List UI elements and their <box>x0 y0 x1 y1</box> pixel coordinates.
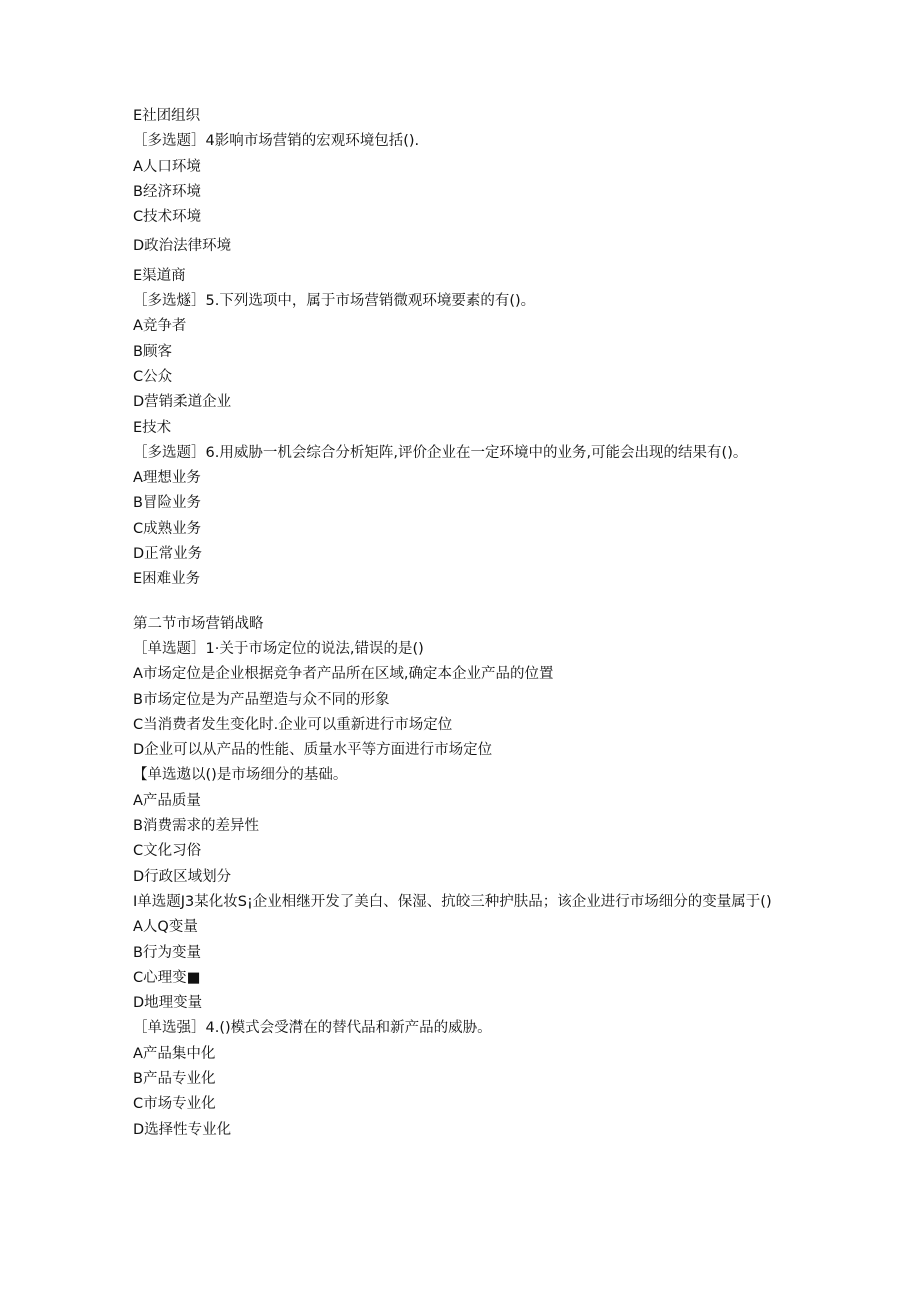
option-e-social-organization: E社团组织 <box>133 108 201 124</box>
document-page <box>133 104 793 1143</box>
option-b-economy: B经济环境 <box>133 183 201 200</box>
option-c-mature-business: C成熟业务 <box>133 520 202 537</box>
question-3-cosmetics-segmentation: I单选题J3某化妆S¡企业相继开发了美白、保湿、抗皎三种护肤品；该企业进行市场细分的变量属于() <box>133 893 772 910</box>
option-e-difficult-business: E困难业务 <box>133 571 201 588</box>
option-d-selective-specialization: D选择性专业化 <box>133 1121 232 1138</box>
question-4-macro-environment: ［多选题］4影响市场营销的宏观环境包括(). <box>133 133 420 150</box>
option-b-behavioral-variable: B行为变量 <box>133 944 201 961</box>
option-c-market-specialization: C市场专业化 <box>133 1096 216 1113</box>
option-b-positioning-image: B市场定位是为产品塑造与众不同的形象 <box>133 691 390 708</box>
question-1-market-positioning: ［单选题］1·关于市场定位的说法,错误的是() <box>133 640 424 657</box>
option-c-psychological-variable: C心理变■ <box>133 969 201 986</box>
option-d-geographic-variable: D地理变量 <box>133 995 203 1012</box>
option-a-demographic-variable: A人Q变量 <box>133 919 198 936</box>
option-d-positioning-aspects: D企业可以从产品的性能、质量水平等方面进行市场定位 <box>133 742 493 759</box>
option-b-customers: B顾客 <box>133 343 172 360</box>
question-6-threat-opportunity: ［多选题］6.用威胁一机会综合分析矩阵,评价企业在一定环境中的业务,可能会出现的结果有()。 <box>133 444 748 461</box>
option-a-positioning-area: A市场定位是企业根据竞争者产品所在区域,确定本企业产品的位置 <box>133 666 554 683</box>
option-c-culture-custom: C文化习俗 <box>133 843 202 860</box>
question-5-micro-environment: ［多选燧］5.下列选项中，属于市场营销微观环境要素的有()。 <box>133 293 536 310</box>
option-d-political-legal: D政治法律环境 <box>133 238 232 255</box>
option-b-product-specialization: B产品专业化 <box>133 1070 216 1087</box>
option-a-population: A人口环境 <box>133 158 201 175</box>
option-d-normal-business: D正常业务 <box>133 546 203 563</box>
option-c-technology: C技术环境 <box>133 209 202 226</box>
option-b-demand-difference: B消费需求的差异性 <box>133 818 259 835</box>
option-a-competitors: A竞争者 <box>133 318 187 335</box>
option-e-channel-dealer: E渠道商 <box>133 267 186 284</box>
option-c-public: C公众 <box>133 368 173 385</box>
question-2-segmentation-basis: 【单选遨以()是市场细分的基础。 <box>133 767 348 784</box>
option-c-repositioning: C当消费者发生变化时.企业可以重新进行市场定位 <box>133 716 453 733</box>
option-a-product-concentration: A产品集中化 <box>133 1045 216 1062</box>
option-d-marketing-channel: D营销柔道企业 <box>133 394 232 411</box>
option-b-risky-business: B冒险业务 <box>133 495 201 512</box>
option-a-ideal-business: A理想业务 <box>133 470 201 487</box>
option-a-product-quality: A产品质量 <box>133 792 201 809</box>
question-4-substitute-threat: ［单选强］4.()模式会受潸在的替代品和新产品的威胁。 <box>133 1020 492 1037</box>
option-d-administrative-region: D行政区域划分 <box>133 868 232 885</box>
option-e-technique: E技术 <box>133 419 172 436</box>
section-heading: 第二节市场营销战略 <box>133 615 264 632</box>
